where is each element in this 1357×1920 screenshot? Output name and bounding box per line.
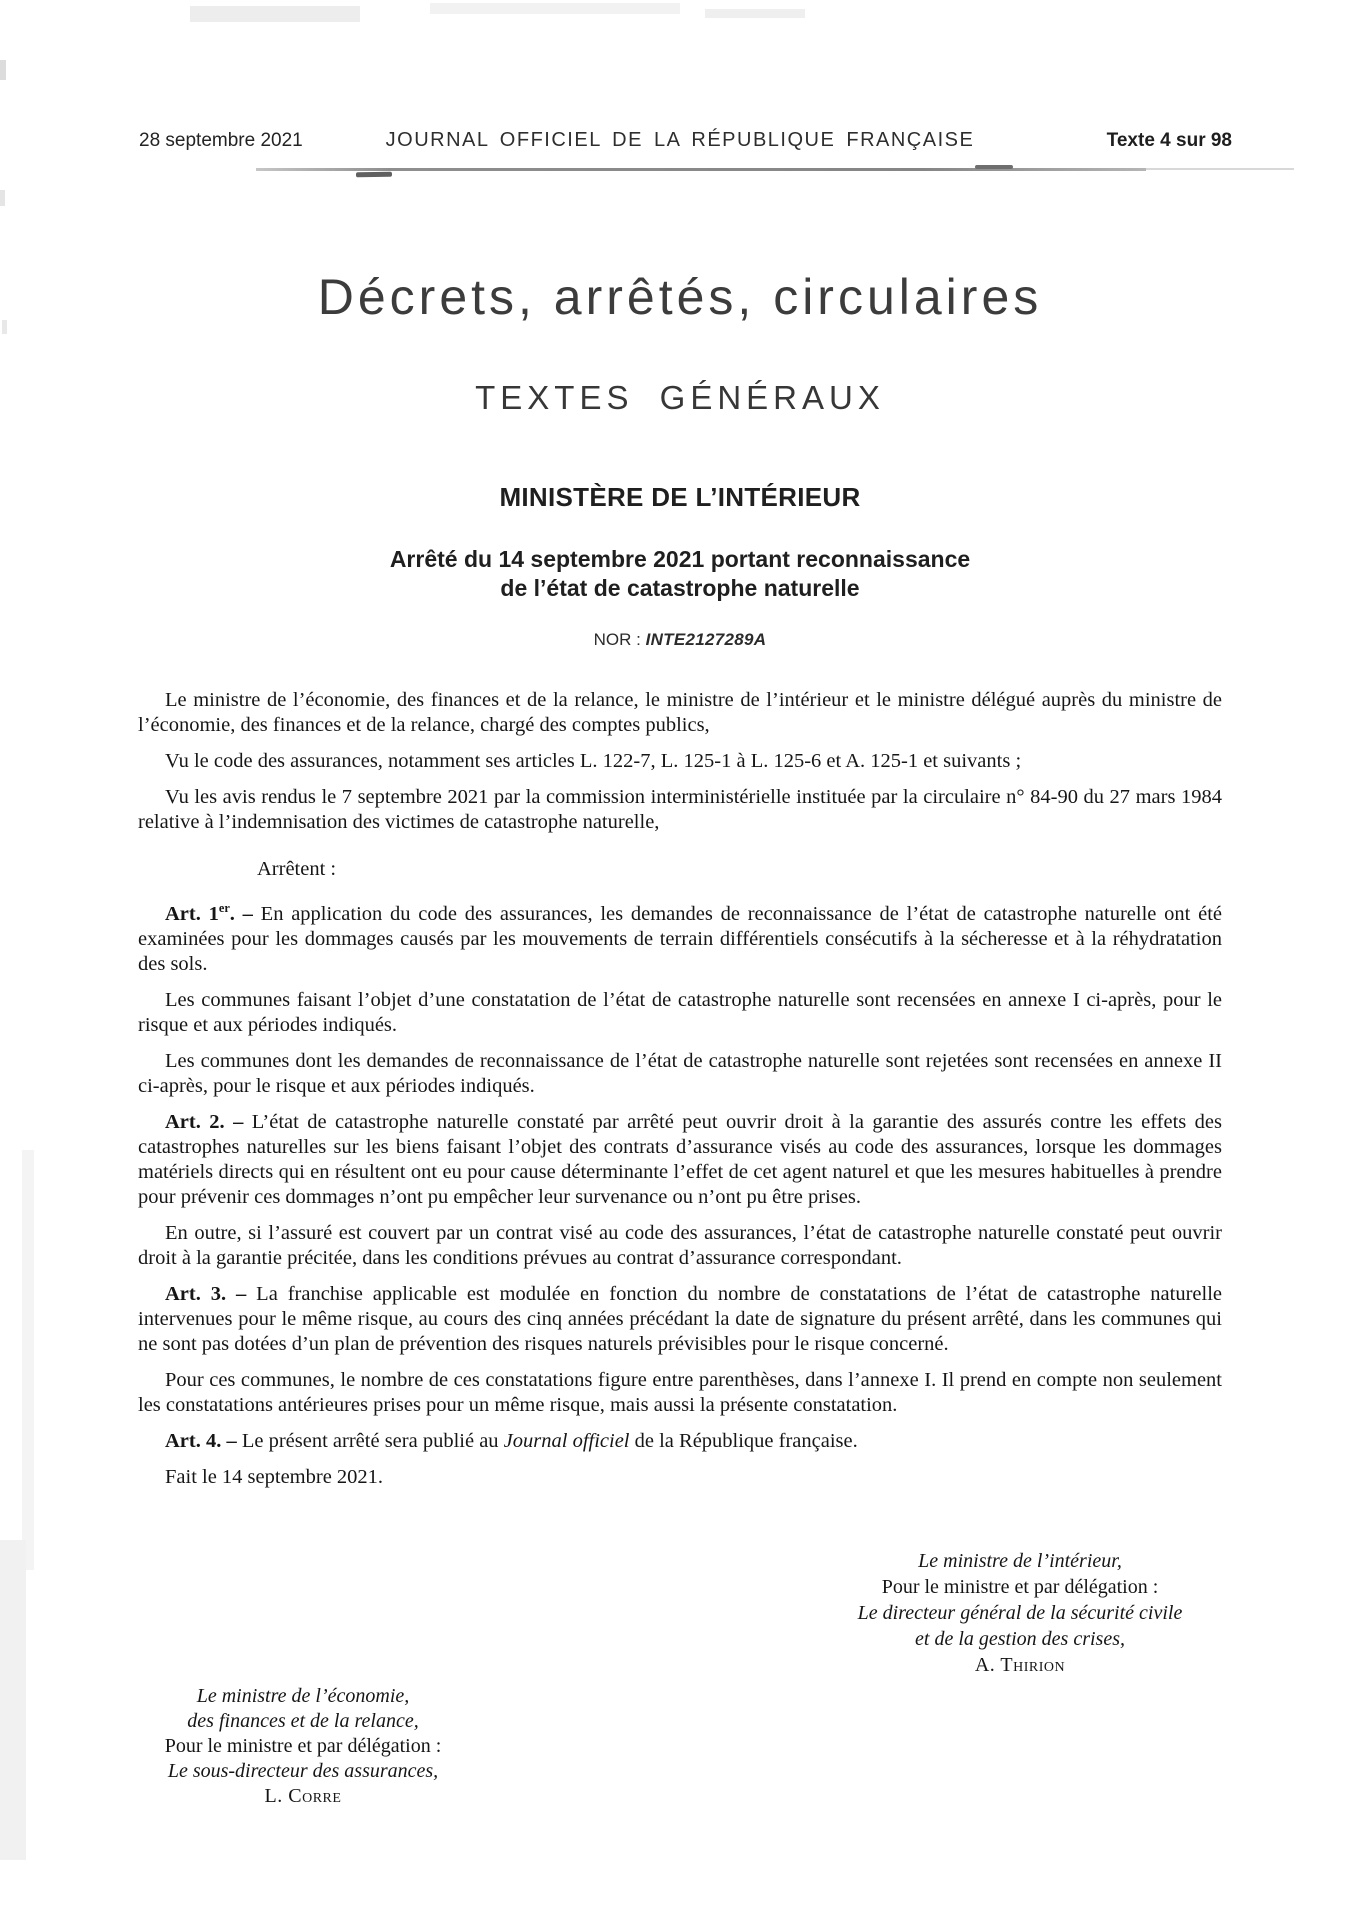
scan-artifact [0, 190, 5, 206]
arrete-title-line2: de l’état de catastrophe naturelle [500, 575, 860, 601]
body-paragraph: Fait le 14 septembre 2021. [165, 1465, 384, 1488]
header-date: 28 septembre 2021 [139, 130, 303, 151]
body-paragraph: Les communes faisant l’objet d’une constatation de l’état de catastrophe naturelle sont recensées en annexe I ci-après, pour le risque et aux périodes indiqués. [138, 988, 1222, 1036]
body-paragraph: Arrêtent : [257, 858, 337, 880]
signature-line: L. Corre [264, 1785, 342, 1807]
arrete-title [138, 545, 1222, 603]
signature-block-economy-minister [103, 1684, 503, 1809]
scan-artifact [430, 3, 680, 14]
body-paragraph: Art. 1er. – En application du code des assurances, les demandes de reconnaissance de l’état de catastrophe naturelle ont été examinées pour les dommages causés par les mouvements de terrain différentiels consécutifs à la sécheresse et à la réhydratation des sols. [138, 901, 1222, 975]
document-body [138, 688, 1222, 1501]
scan-artifact [2, 320, 7, 334]
scan-artifact [22, 1150, 34, 1570]
section-title: TEXTES GÉNÉRAUX [475, 379, 885, 416]
document-main-title: Décrets, arrêtés, circulaires [317, 269, 1043, 325]
signature-line: Le directeur général de la sécurité civile [857, 1602, 1183, 1624]
ministry-title: MINISTÈRE DE L’INTÉRIEUR [499, 482, 861, 512]
scan-artifact [190, 6, 360, 22]
signature-line: Pour le ministre et par délégation : [164, 1735, 442, 1757]
nor-label: NOR : [593, 630, 646, 649]
header-rule-extension [1146, 168, 1294, 170]
header-texte-number: Texte 4 sur 98 [1106, 130, 1232, 151]
header-rule [256, 168, 1146, 171]
signature-block-interior-minister [820, 1548, 1220, 1678]
scan-artifact [705, 9, 805, 18]
body-paragraph: Vu les avis rendus le 7 septembre 2021 par la commission interministérielle instituée par la circulaire n° 84-90 du 27 mars 1984 relative à l’indemnisation des victimes de catastrophe naturelle, [138, 786, 1222, 833]
signature-line: et de la gestion des crises, [915, 1628, 1125, 1650]
body-paragraph: Les communes dont les demandes de reconnaissance de l’état de catastrophe naturelle sont rejetées sont recensées en annexe II ci-après, pour le risque et aux périodes indiqués. [138, 1049, 1222, 1097]
body-paragraph: Le ministre de l’économie, des finances et de la relance, le ministre de l’intérieur et le ministre délégué auprès du ministre de l’économie, des finances et de la relance, chargé des comptes publics, [138, 689, 1222, 736]
nor-line [138, 630, 1222, 650]
body-paragraph: Art. 2. – L’état de catastrophe naturelle constaté par arrêté peut ouvrir droit à la garantie des assurés contre les effets des catastrophes naturelles sur les biens faisant l’objet des contrats d’assurance visés au code des assurances, lorsque les dommages matériels directs qui en résultent ont eu pour cause déterminante l’effet de cet agent naturel et que les mesures habituelles à prendre pour prévenir ces dommages n’ont pu empêcher leur survenance ou n’ont pu être prises. [138, 1110, 1223, 1208]
signature-line: des finances et de la relance, [187, 1710, 419, 1732]
scan-smudge [975, 165, 1013, 169]
body-paragraph: Art. 3. – La franchise applicable est modulée en fonction du nombre de constatations de l’état de catastrophe naturelle intervenues pour le même risque, au cours des cinq années précédant la date de signature du présent arrêté, dans les communes qui ne sont pas dotées d’un plan de prévention des risques naturels prévisibles pour le risque concerné. [138, 1282, 1222, 1355]
scan-artifact [0, 60, 6, 80]
signature-line: Le sous-directeur des assurances, [167, 1760, 439, 1782]
signature-line: Le ministre de l’économie, [196, 1685, 410, 1707]
signature-line: A. Thirion [974, 1654, 1066, 1676]
scan-artifact [0, 1540, 26, 1860]
signature-line: Pour le ministre et par délégation : [881, 1576, 1159, 1598]
header-journal-title: JOURNAL OFFICIEL DE LA RÉPUBLIQUE FRANÇAISE [385, 129, 975, 151]
body-paragraph: Vu le code des assurances, notamment ses articles L. 122-7, L. 125-1 à L. 125-6 et A. 125-1 et suivants ; [165, 750, 1022, 772]
scan-smudge [356, 172, 392, 178]
body-paragraph: En outre, si l’assuré est couvert par un contrat visé au code des assurances, l’état de catastrophe naturelle constaté peut ouvrir droit à la garantie précitée, dans les conditions prévues au contrat d’assurance correspondant. [138, 1221, 1222, 1269]
body-paragraph: Art. 4. – Le présent arrêté sera publié au Journal officiel de la République française. [165, 1429, 858, 1452]
arrete-title-line1: Arrêté du 14 septembre 2021 portant reconnaissance [389, 546, 971, 572]
nor-value: INTE2127289A [645, 630, 767, 649]
body-paragraph: Pour ces communes, le nombre de ces constatations figure entre parenthèses, dans l’annexe I. Il prend en compte non seulement les constatations antérieures prises pour un même risque, mais aussi la présente constatation. [138, 1368, 1222, 1416]
signature-line: Le ministre de l’intérieur, [918, 1550, 1122, 1572]
